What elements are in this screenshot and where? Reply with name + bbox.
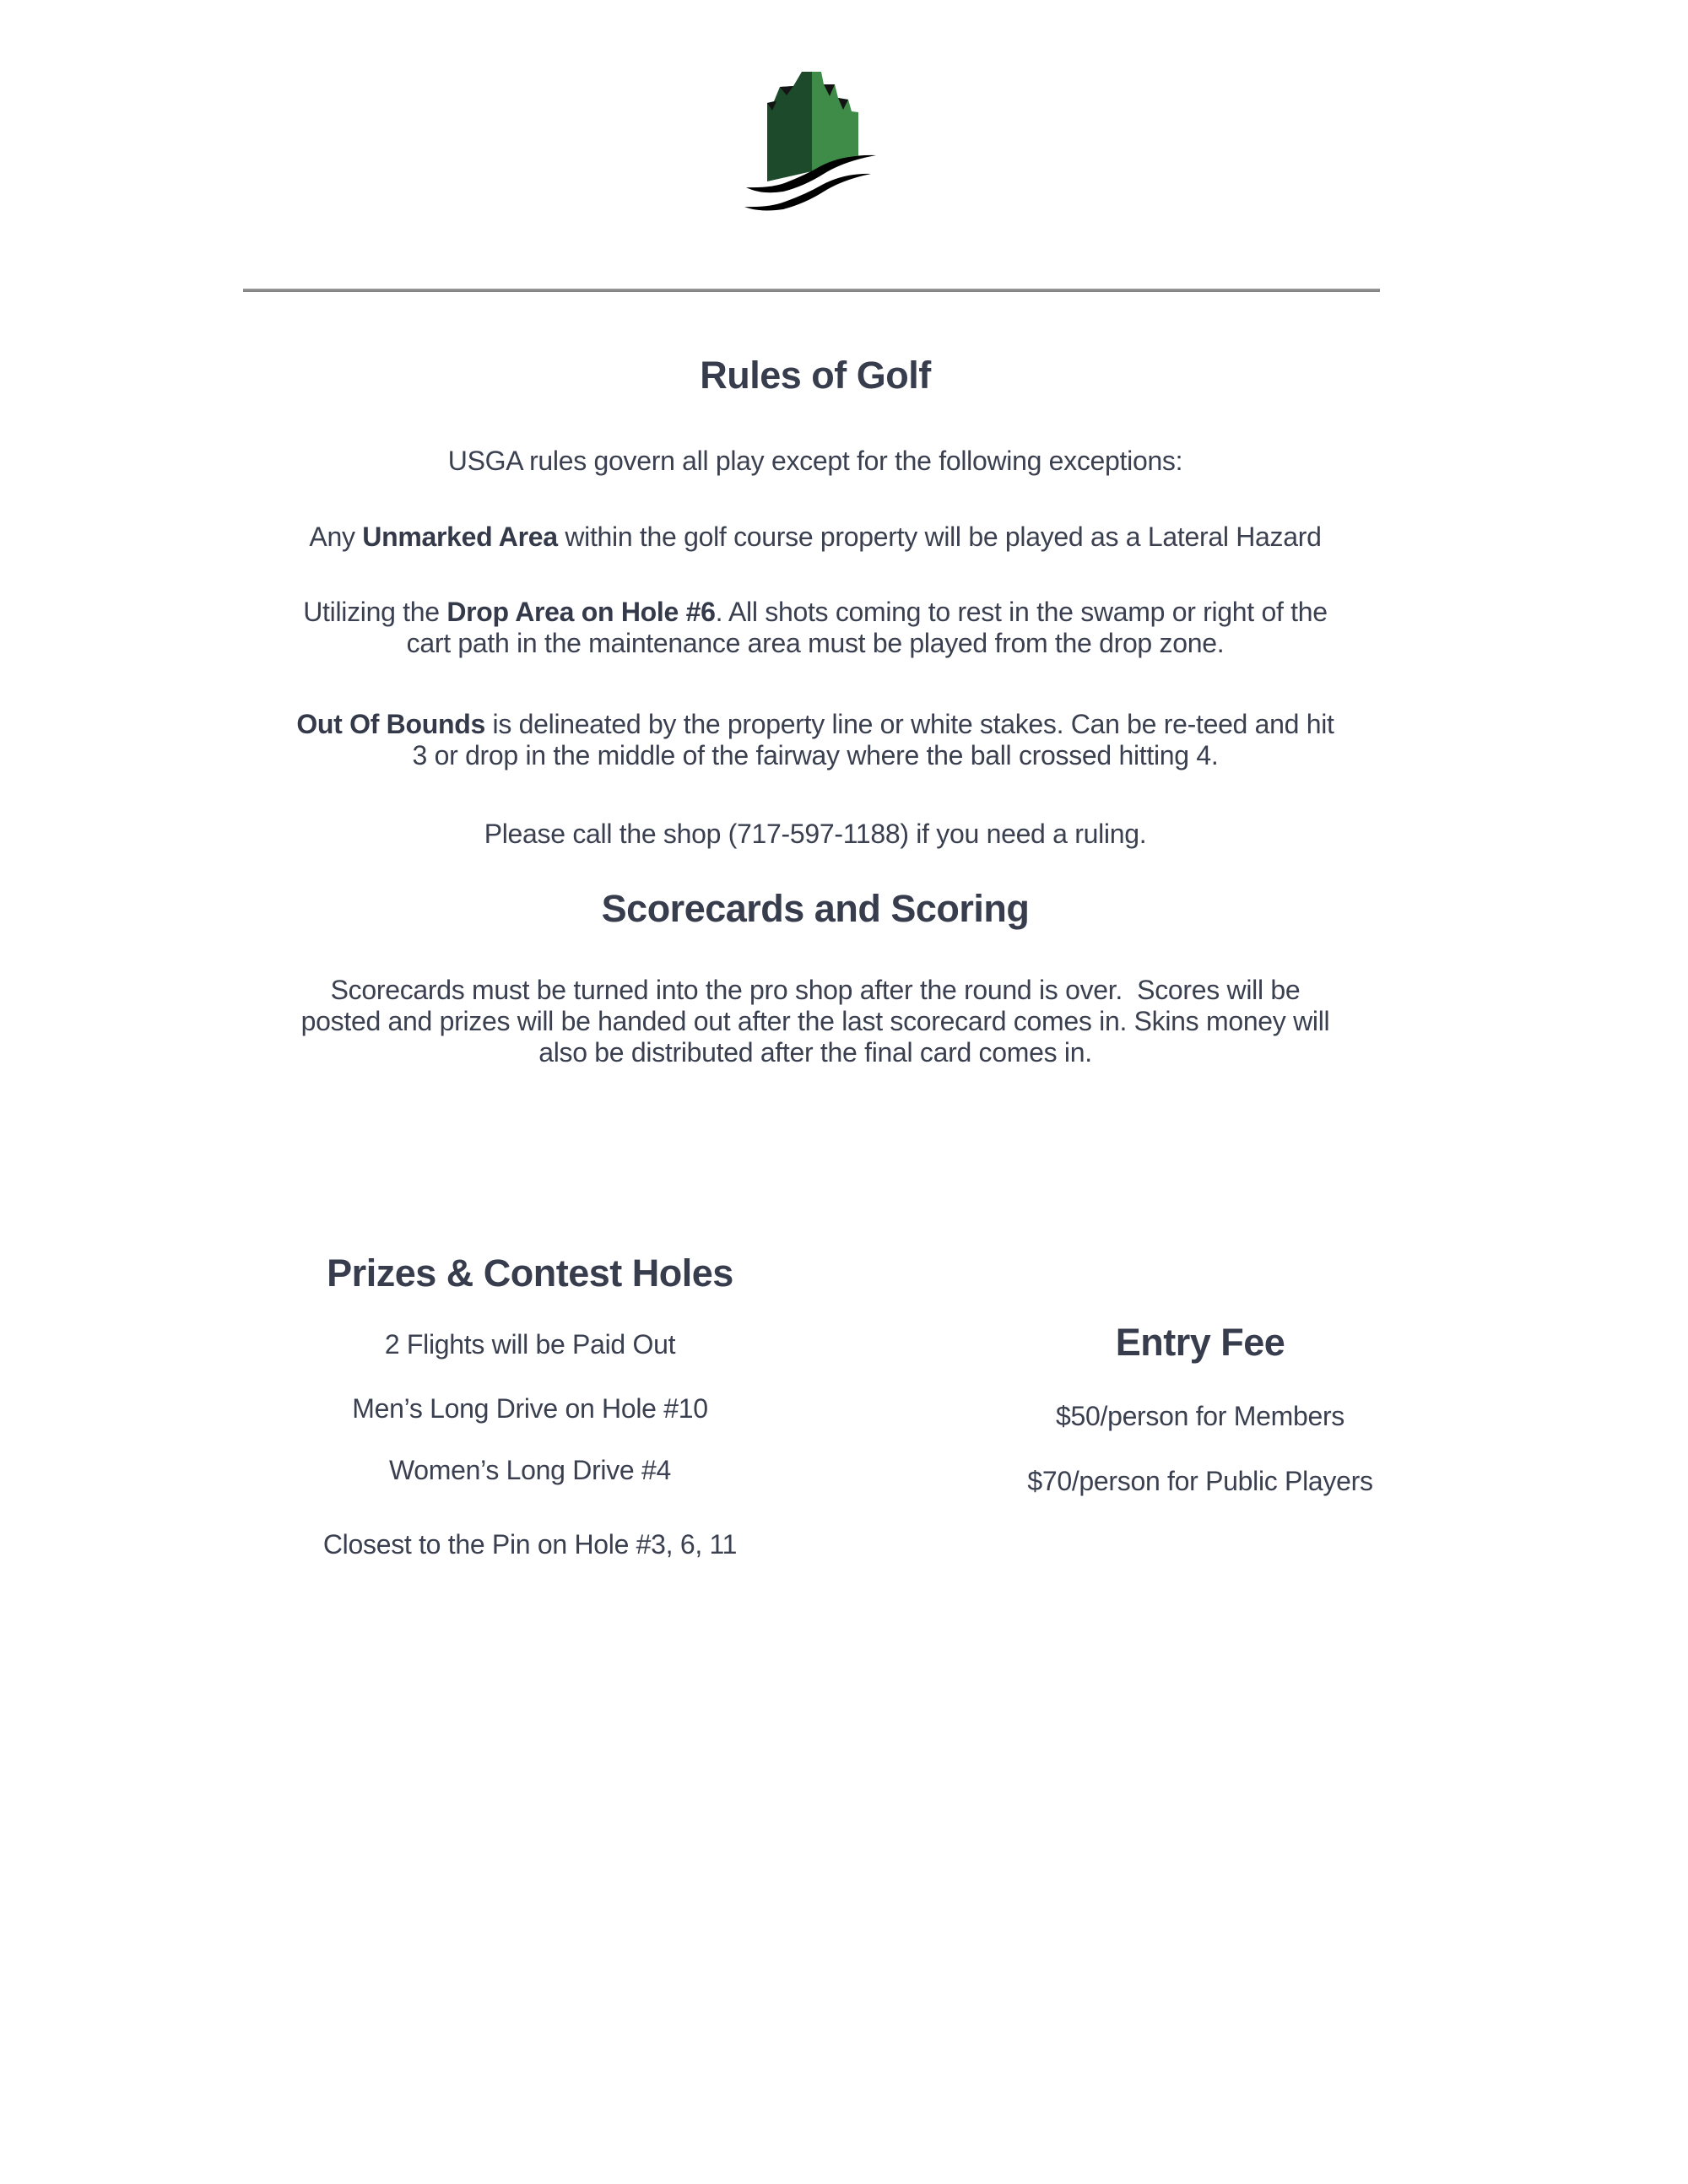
out-of-bounds-bold-text: Out Of Bounds [296, 709, 485, 739]
castle-right-face [812, 72, 858, 171]
scorecards-line3: also be distributed after the final card comes in. [538, 1037, 1092, 1068]
prizes-title: Prizes & Contest Holes [327, 1251, 733, 1295]
scorecards-line1: Scorecards must be turned into the pro shop after the round is over. Scores will be [330, 975, 1301, 1005]
entry-fee-title: Entry Fee [1115, 1321, 1285, 1364]
fee-item-public: $70/person for Public Players [1027, 1466, 1373, 1496]
divider-line [243, 289, 1380, 292]
prize-item-closest-to-pin: Closest to the Pin on Hole #3, 6, 11 [322, 1529, 738, 1560]
out-of-bounds-post-text: is delineated by the property line or white stakes. Can be re-teed and hit [484, 709, 1334, 739]
prize-item-mens-long-drive: Men’s Long Drive on Hole #10 [352, 1393, 708, 1424]
drop-area-post-text: . All shots coming to rest in the swamp or right of the [715, 597, 1328, 627]
scorecards-line2: posted and prizes will be handed out after the last scorecard comes in. Skins money will [300, 1006, 1330, 1036]
usga-intro-paragraph [236, 446, 1394, 477]
out-of-bounds-line1 [236, 709, 1394, 740]
drop-area-bold-text: Drop Area on Hole #6 [446, 597, 716, 627]
rules-of-golf-title: Rules of Golf [700, 354, 931, 397]
usga-intro-text: USGA rules govern all play except for the following exceptions: [447, 446, 1183, 476]
castle-logo-icon [734, 63, 903, 219]
unmarked-area-paragraph [236, 522, 1394, 553]
out-of-bounds-paragraph [236, 709, 1394, 771]
out-of-bounds-line2: 3 or drop in the middle of the fairway where the ball crossed hitting 4. [412, 740, 1219, 770]
ruling-paragraph [236, 819, 1394, 850]
drop-area-line2: cart path in the maintenance area must be played from the drop zone. [406, 628, 1225, 658]
prize-item-womens-long-drive: Women’s Long Drive #4 [388, 1455, 672, 1485]
drop-area-paragraph [236, 597, 1394, 659]
drop-area-pre-text: Utilizing the [303, 597, 447, 627]
drop-area-line1 [236, 597, 1394, 628]
unmarked-post-text: within the golf course property will be played as a Lateral Hazard [557, 522, 1322, 552]
unmarked-bold-text: Unmarked Area [362, 522, 558, 552]
prize-item-flights: 2 Flights will be Paid Out [384, 1329, 676, 1360]
ruling-text: Please call the shop (717-597-1188) if you need a ruling. [484, 819, 1147, 849]
scorecards-title: Scorecards and Scoring [601, 887, 1030, 930]
fee-item-members: $50/person for Members [1055, 1401, 1344, 1431]
unmarked-pre-text: Any [309, 522, 363, 552]
scorecards-paragraph [236, 975, 1394, 1068]
